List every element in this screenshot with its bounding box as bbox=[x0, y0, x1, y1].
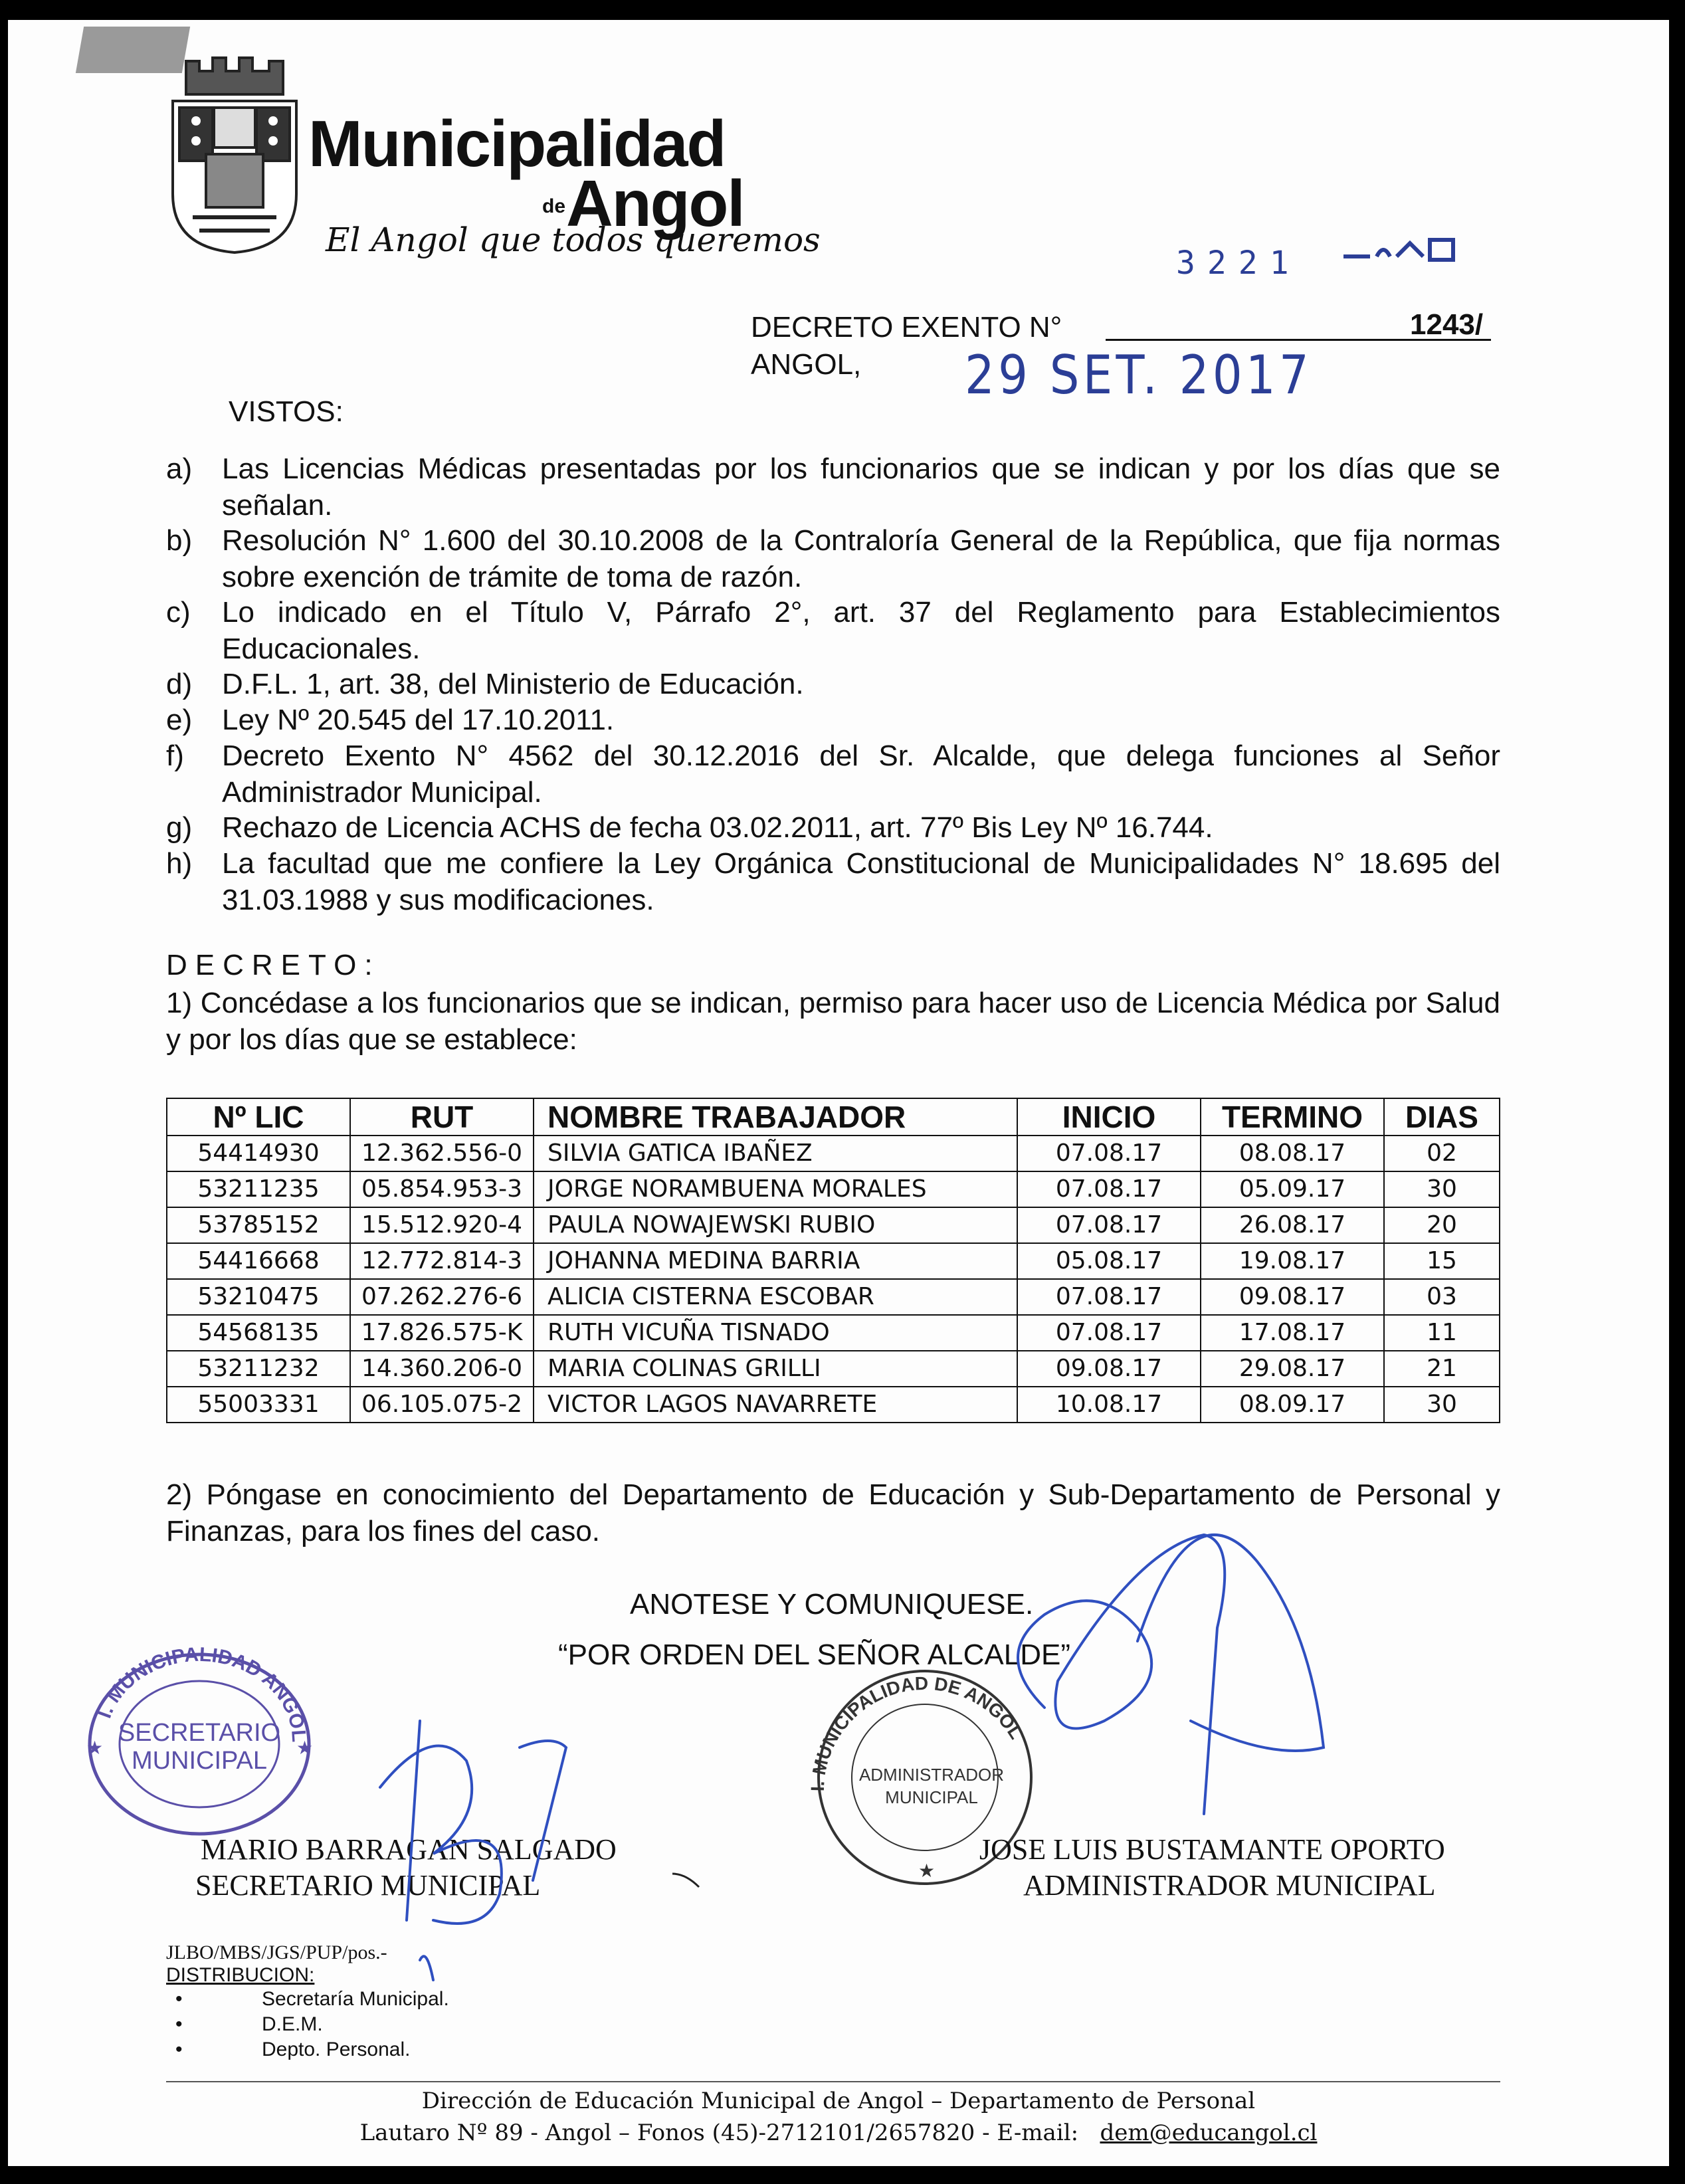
cell-dias: 11 bbox=[1384, 1315, 1500, 1351]
vistos-item-f bbox=[166, 738, 1500, 811]
licencias-table bbox=[166, 1098, 1500, 1423]
cell-termino: 09.08.17 bbox=[1201, 1279, 1384, 1315]
col-header-rut: RUT bbox=[350, 1098, 534, 1136]
decreto-paragraph-2: 2) Póngase en conocimiento del Departamento de Educación y Sub-Departamento de Personal y Finanzas, para los fines del caso. bbox=[166, 1478, 1500, 1547]
distribution-label: DISTRIBUCION: bbox=[166, 1964, 315, 1986]
cell-termino: 19.08.17 bbox=[1201, 1243, 1384, 1279]
vistos-heading: VISTOS: bbox=[229, 395, 344, 428]
footer-contact bbox=[8, 2120, 1669, 2146]
cell-inicio: 09.08.17 bbox=[1017, 1351, 1201, 1387]
seal-center-line2: MUNICIPAL bbox=[885, 1787, 978, 1807]
cell-rut: 12.772.814-3 bbox=[350, 1243, 534, 1279]
closing-por-orden: “POR ORDEN DEL SEÑOR ALCALDE” bbox=[558, 1638, 1070, 1671]
cell-dias: 20 bbox=[1384, 1207, 1500, 1243]
footer-department: Dirección de Educación Municipal de Angol – Departamento de Personal bbox=[421, 2088, 1256, 2114]
cell-nombre: JORGE NORAMBUENA MORALES bbox=[534, 1171, 1017, 1207]
cell-termino: 26.08.17 bbox=[1201, 1207, 1384, 1243]
cell-nlic: 53211235 bbox=[167, 1171, 350, 1207]
vistos-letter: h) bbox=[166, 847, 193, 880]
cell-nlic: 53210475 bbox=[167, 1279, 350, 1315]
decreto-heading: DECRETO: bbox=[166, 949, 381, 981]
vistos-text: Lo indicado en el Título V, Párrafo 2°, art. 37 del Reglamento para Establecimientos Educacionales. bbox=[222, 596, 1500, 665]
cell-inicio: 05.08.17 bbox=[1017, 1243, 1201, 1279]
vistos-letter: b) bbox=[166, 524, 193, 557]
cell-rut: 05.854.953-3 bbox=[350, 1171, 534, 1207]
cell-nlic: 54416668 bbox=[167, 1243, 350, 1279]
footer-address: Lautaro Nº 89 - Angol – Fonos (45)-2712101/2657820 - E-mail: bbox=[359, 2120, 1079, 2146]
vistos-text: D.F.L. 1, art. 38, del Ministerio de Educación. bbox=[222, 668, 804, 700]
col-header-termino: TERMINO bbox=[1201, 1098, 1384, 1136]
cell-nombre: SILVIA GATICA IBAÑEZ bbox=[534, 1136, 1017, 1171]
col-header-nlic: Nº LIC bbox=[167, 1098, 350, 1136]
bullet-icon: • bbox=[175, 1988, 183, 2010]
cell-inicio: 07.08.17 bbox=[1017, 1171, 1201, 1207]
table-header-row bbox=[167, 1098, 1500, 1136]
signatory-right-title: ADMINISTRADOR MUNICIPAL bbox=[1023, 1869, 1436, 1902]
svg-text:★: ★ bbox=[86, 1737, 104, 1758]
org-name-line2: Angol bbox=[566, 167, 744, 240]
col-header-dias: DIAS bbox=[1384, 1098, 1500, 1136]
cell-inicio: 07.08.17 bbox=[1017, 1279, 1201, 1315]
seal-ring-text: I. MUNICIPALIDAD DE ANGOL bbox=[807, 1672, 1027, 1792]
cell-nlic: 54568135 bbox=[167, 1315, 350, 1351]
org-slogan: El Angol que todos queremos bbox=[326, 221, 821, 259]
vistos-item-g bbox=[166, 809, 1500, 846]
vistos-letter: d) bbox=[166, 668, 193, 700]
signatory-right-name: JOSE LUIS BUSTAMANTE OPORTO bbox=[979, 1833, 1445, 1866]
vistos-letter: f) bbox=[166, 740, 184, 772]
cell-dias: 30 bbox=[1384, 1387, 1500, 1423]
table-row bbox=[167, 1136, 1500, 1171]
cell-rut: 06.105.075-2 bbox=[350, 1387, 534, 1423]
cell-rut: 14.360.206-0 bbox=[350, 1351, 534, 1387]
vistos-text: Ley Nº 20.545 del 17.10.2011. bbox=[222, 704, 615, 736]
cell-rut: 12.362.556-0 bbox=[350, 1136, 534, 1171]
cell-nlic: 53785152 bbox=[167, 1207, 350, 1243]
cell-dias: 30 bbox=[1384, 1171, 1500, 1207]
angol-crest-logo bbox=[166, 54, 303, 254]
decreto-paragraph-1: 1) Concédase a los funcionarios que se indican, permiso para hacer uso de Licencia Médica por Salud y por los días que se establece: bbox=[166, 987, 1500, 1056]
signatory-left-title: SECRETARIO MUNICIPAL bbox=[195, 1869, 541, 1902]
cell-termino: 08.09.17 bbox=[1201, 1387, 1384, 1423]
cell-nombre: VICTOR LAGOS NAVARRETE bbox=[534, 1387, 1017, 1423]
cell-nlic: 54414930 bbox=[167, 1136, 350, 1171]
col-header-nombre: NOMBRE TRABAJADOR bbox=[534, 1098, 1017, 1136]
table-row bbox=[167, 1243, 1500, 1279]
date-stamp: 29 SET. 2017 bbox=[965, 344, 1313, 406]
cell-dias: 15 bbox=[1384, 1243, 1500, 1279]
seal-center-line1: ADMINISTRADOR bbox=[858, 1765, 1005, 1785]
received-stamp-number: 3221 bbox=[1176, 245, 1301, 282]
cell-inicio: 07.08.17 bbox=[1017, 1207, 1201, 1243]
decree-number: 1243/ bbox=[1410, 308, 1484, 341]
cell-inicio: 07.08.17 bbox=[1017, 1136, 1201, 1171]
vistos-text: Las Licencias Médicas presentadas por los funcionarios que se indican y por los días que se señalan. bbox=[222, 452, 1500, 522]
place-label: ANGOL, bbox=[751, 348, 862, 381]
col-header-inicio: INICIO bbox=[1017, 1098, 1201, 1136]
vistos-item-h bbox=[166, 845, 1500, 918]
initials-reference: JLBO/MBS/JGS/PUP/pos.- bbox=[166, 1941, 387, 1963]
cell-termino: 29.08.17 bbox=[1201, 1351, 1384, 1387]
cell-nombre: PAULA NOWAJEWSKI RUBIO bbox=[534, 1207, 1017, 1243]
vistos-text: Decreto Exento N° 4562 del 30.12.2016 del Sr. Alcalde, que delega funciones al Señor Administrador Municipal. bbox=[222, 740, 1500, 809]
cell-dias: 02 bbox=[1384, 1136, 1500, 1171]
vistos-letter: a) bbox=[166, 452, 193, 485]
cell-nombre: MARIA COLINAS GRILLI bbox=[534, 1351, 1017, 1387]
document-page: Municipalidad de Angol El Angol que todos queremos 3221 DECRETO EXENTO N° 1243/ ANGOL, 29 SET. 2017 VISTOS: a) Las Licencias Médicas presentadas por los funcionarios que se indican y por los días que se señalan. b) Resolución N° 1.600 del 30.10.2008 de la Contraloría General de la República, que fija normas sobre exención de trámite de toma de razón. c) Lo indicado en el Título V, Párrafo 2°, art. 37 del Reglamento para Establecimientos Educacionales. d) D.F.L. 1, art. 38, del Ministerio de Educación. e) Ley Nº 20.545 del 17.10.2011. f) Decreto Exento N° 4562 del 30.12.2016 del Sr. Alcalde, que delega funciones al Señor Administrador Municipal. g) Rechazo de Licencia ACHS de fecha 03.02.2011, art. 77º Bis Ley Nº 16.744. h) La facultad que me confiere la Ley Orgánica Constitucional de Municipalidades N° 18.695 del 31.03.1988 y sus modificaciones. DECRETO: 1) Concédase a los funcionarios que se indican, permiso para hacer uso de Licencia Médica por Salud y por los días que se establece: Nº LIC RUT NOMBRE TRABAJADOR INICIO TERMINO DIAS 54414930 12.362.556-0 SILVIA GATICA IBAÑEZ 07.08.17 08.08.17 02 53211235 05.854.953-3 JORGE NORAMBUENA MORALES 07.08.17 05.09.17 30 53785152 15.512.920-4 PAULA NOWAJEWSKI RUBIO 07.08.17 26.08.17 20 54416668 12.772.814-3 JOHANNA MEDINA BARRIA 05.08.17 19.08.17 15 53210475 07.262.276-6 ALICIA CISTERNA ESCOBAR 07.08.17 09.08.17 03 54568135 17.826.575-K RUTH VICUÑA TISNADO 07.08.17 17.08.17 11 53211232 14.360.206-0 MARIA COLINAS GRILLI 09.08.17 29.08.17 21 55003331 06.105.075-2 VICTOR LAGOS NAVARRETE 10.08.17 08.09.17 30 2) Póngase en conocimiento del Departamento de Educación y Sub-Departamento de Personal y Finanzas, para los fines del caso. ANOTESE Y COMUNIQUESE. “POR ORDEN DEL SEÑOR ALCALDE” I. MUNICIPALIDAD ANGOL SECRETARIO MUNICIPAL ★ ★ I. MUNICIPALIDAD DE ANGOL ADMINISTRADOR MUNICIPAL ★ MARIO BARRAGAN SALGADO SECRETARIO MUNICIPAL JOSE LUIS BUSTAMANTE OPORTO ADMINISTRADOR MUNICIPAL JLBO/MBS/JGS/PUP/pos.- DISTRIBUCION: • Secretaría Municipal. • D.E.M. • Depto. Personal. Dirección de Educación Municipal de Angol – Departamento de Personal Lautaro Nº 89 - Angol – Fonos (45)-2712101/2657820 - E-mail: dem@educangol.cl bbox=[8, 20, 1669, 2166]
cell-nlic: 55003331 bbox=[167, 1387, 350, 1423]
bullet-icon: • bbox=[175, 2038, 183, 2060]
table-row bbox=[167, 1171, 1500, 1207]
vistos-item-a bbox=[166, 450, 1500, 524]
svg-text:★: ★ bbox=[918, 1860, 936, 1881]
table-row bbox=[167, 1351, 1500, 1387]
cell-rut: 15.512.920-4 bbox=[350, 1207, 534, 1243]
vistos-text: La facultad que me confiere la Ley Orgánica Constitucional de Municipalidades N° 18.695 del 31.03.1988 y sus modificaciones. bbox=[222, 847, 1500, 916]
cell-nombre: RUTH VICUÑA TISNADO bbox=[534, 1315, 1017, 1351]
vistos-letter: g) bbox=[166, 811, 193, 844]
bullet-icon: • bbox=[175, 2013, 183, 2035]
table-row bbox=[167, 1387, 1500, 1423]
cell-dias: 03 bbox=[1384, 1279, 1500, 1315]
signature-right bbox=[1018, 1535, 1225, 1814]
vistos-letter: c) bbox=[166, 596, 191, 629]
vistos-item-b bbox=[166, 522, 1500, 595]
org-name-de: de bbox=[542, 195, 566, 217]
vistos-text: Resolución N° 1.600 del 30.10.2008 de la Contraloría General de la República, que fija normas sobre exención de trámite de toma de razón. bbox=[222, 524, 1500, 593]
cell-inicio: 10.08.17 bbox=[1017, 1387, 1201, 1423]
received-stamp-mark bbox=[1343, 230, 1456, 270]
vistos-item-c bbox=[166, 594, 1500, 667]
cell-termino: 17.08.17 bbox=[1201, 1315, 1384, 1351]
org-name-line1: Municipalidad bbox=[308, 107, 726, 180]
seal-center-line2: MUNICIPAL bbox=[131, 1747, 268, 1775]
cell-rut: 17.826.575-K bbox=[350, 1315, 534, 1351]
seal-ring-text: I. MUNICIPALIDAD ANGOL bbox=[93, 1643, 310, 1743]
closing-anotese: ANOTESE Y COMUNIQUESE. bbox=[630, 1588, 1034, 1621]
footer-email-link[interactable]: dem@educangol.cl bbox=[1100, 2120, 1318, 2146]
footer-divider bbox=[166, 2081, 1500, 2082]
seal-center-line1: SECRETARIO bbox=[118, 1719, 281, 1747]
cell-termino: 08.08.17 bbox=[1201, 1136, 1384, 1171]
svg-text:★: ★ bbox=[296, 1737, 314, 1758]
cell-nlic: 53211232 bbox=[167, 1351, 350, 1387]
secretario-municipal-seal bbox=[80, 1641, 319, 1840]
cell-nombre: ALICIA CISTERNA ESCOBAR bbox=[534, 1279, 1017, 1315]
signatory-left-name: MARIO BARRAGAN SALGADO bbox=[201, 1833, 617, 1866]
cell-termino: 05.09.17 bbox=[1201, 1171, 1384, 1207]
vistos-letter: e) bbox=[166, 704, 193, 736]
cell-inicio: 07.08.17 bbox=[1017, 1315, 1201, 1351]
table-row bbox=[167, 1315, 1500, 1351]
vistos-text: Rechazo de Licencia ACHS de fecha 03.02.2011, art. 77º Bis Ley Nº 16.744. bbox=[222, 811, 1213, 844]
decree-label: DECRETO EXENTO N° bbox=[751, 311, 1062, 344]
cell-dias: 21 bbox=[1384, 1351, 1500, 1387]
vistos-item-e bbox=[166, 702, 1500, 738]
table-row bbox=[167, 1207, 1500, 1243]
cell-rut: 07.262.276-6 bbox=[350, 1279, 534, 1315]
table-row bbox=[167, 1279, 1500, 1315]
vistos-item-d bbox=[166, 666, 1500, 702]
cell-nombre: JOHANNA MEDINA BARRIA bbox=[534, 1243, 1017, 1279]
